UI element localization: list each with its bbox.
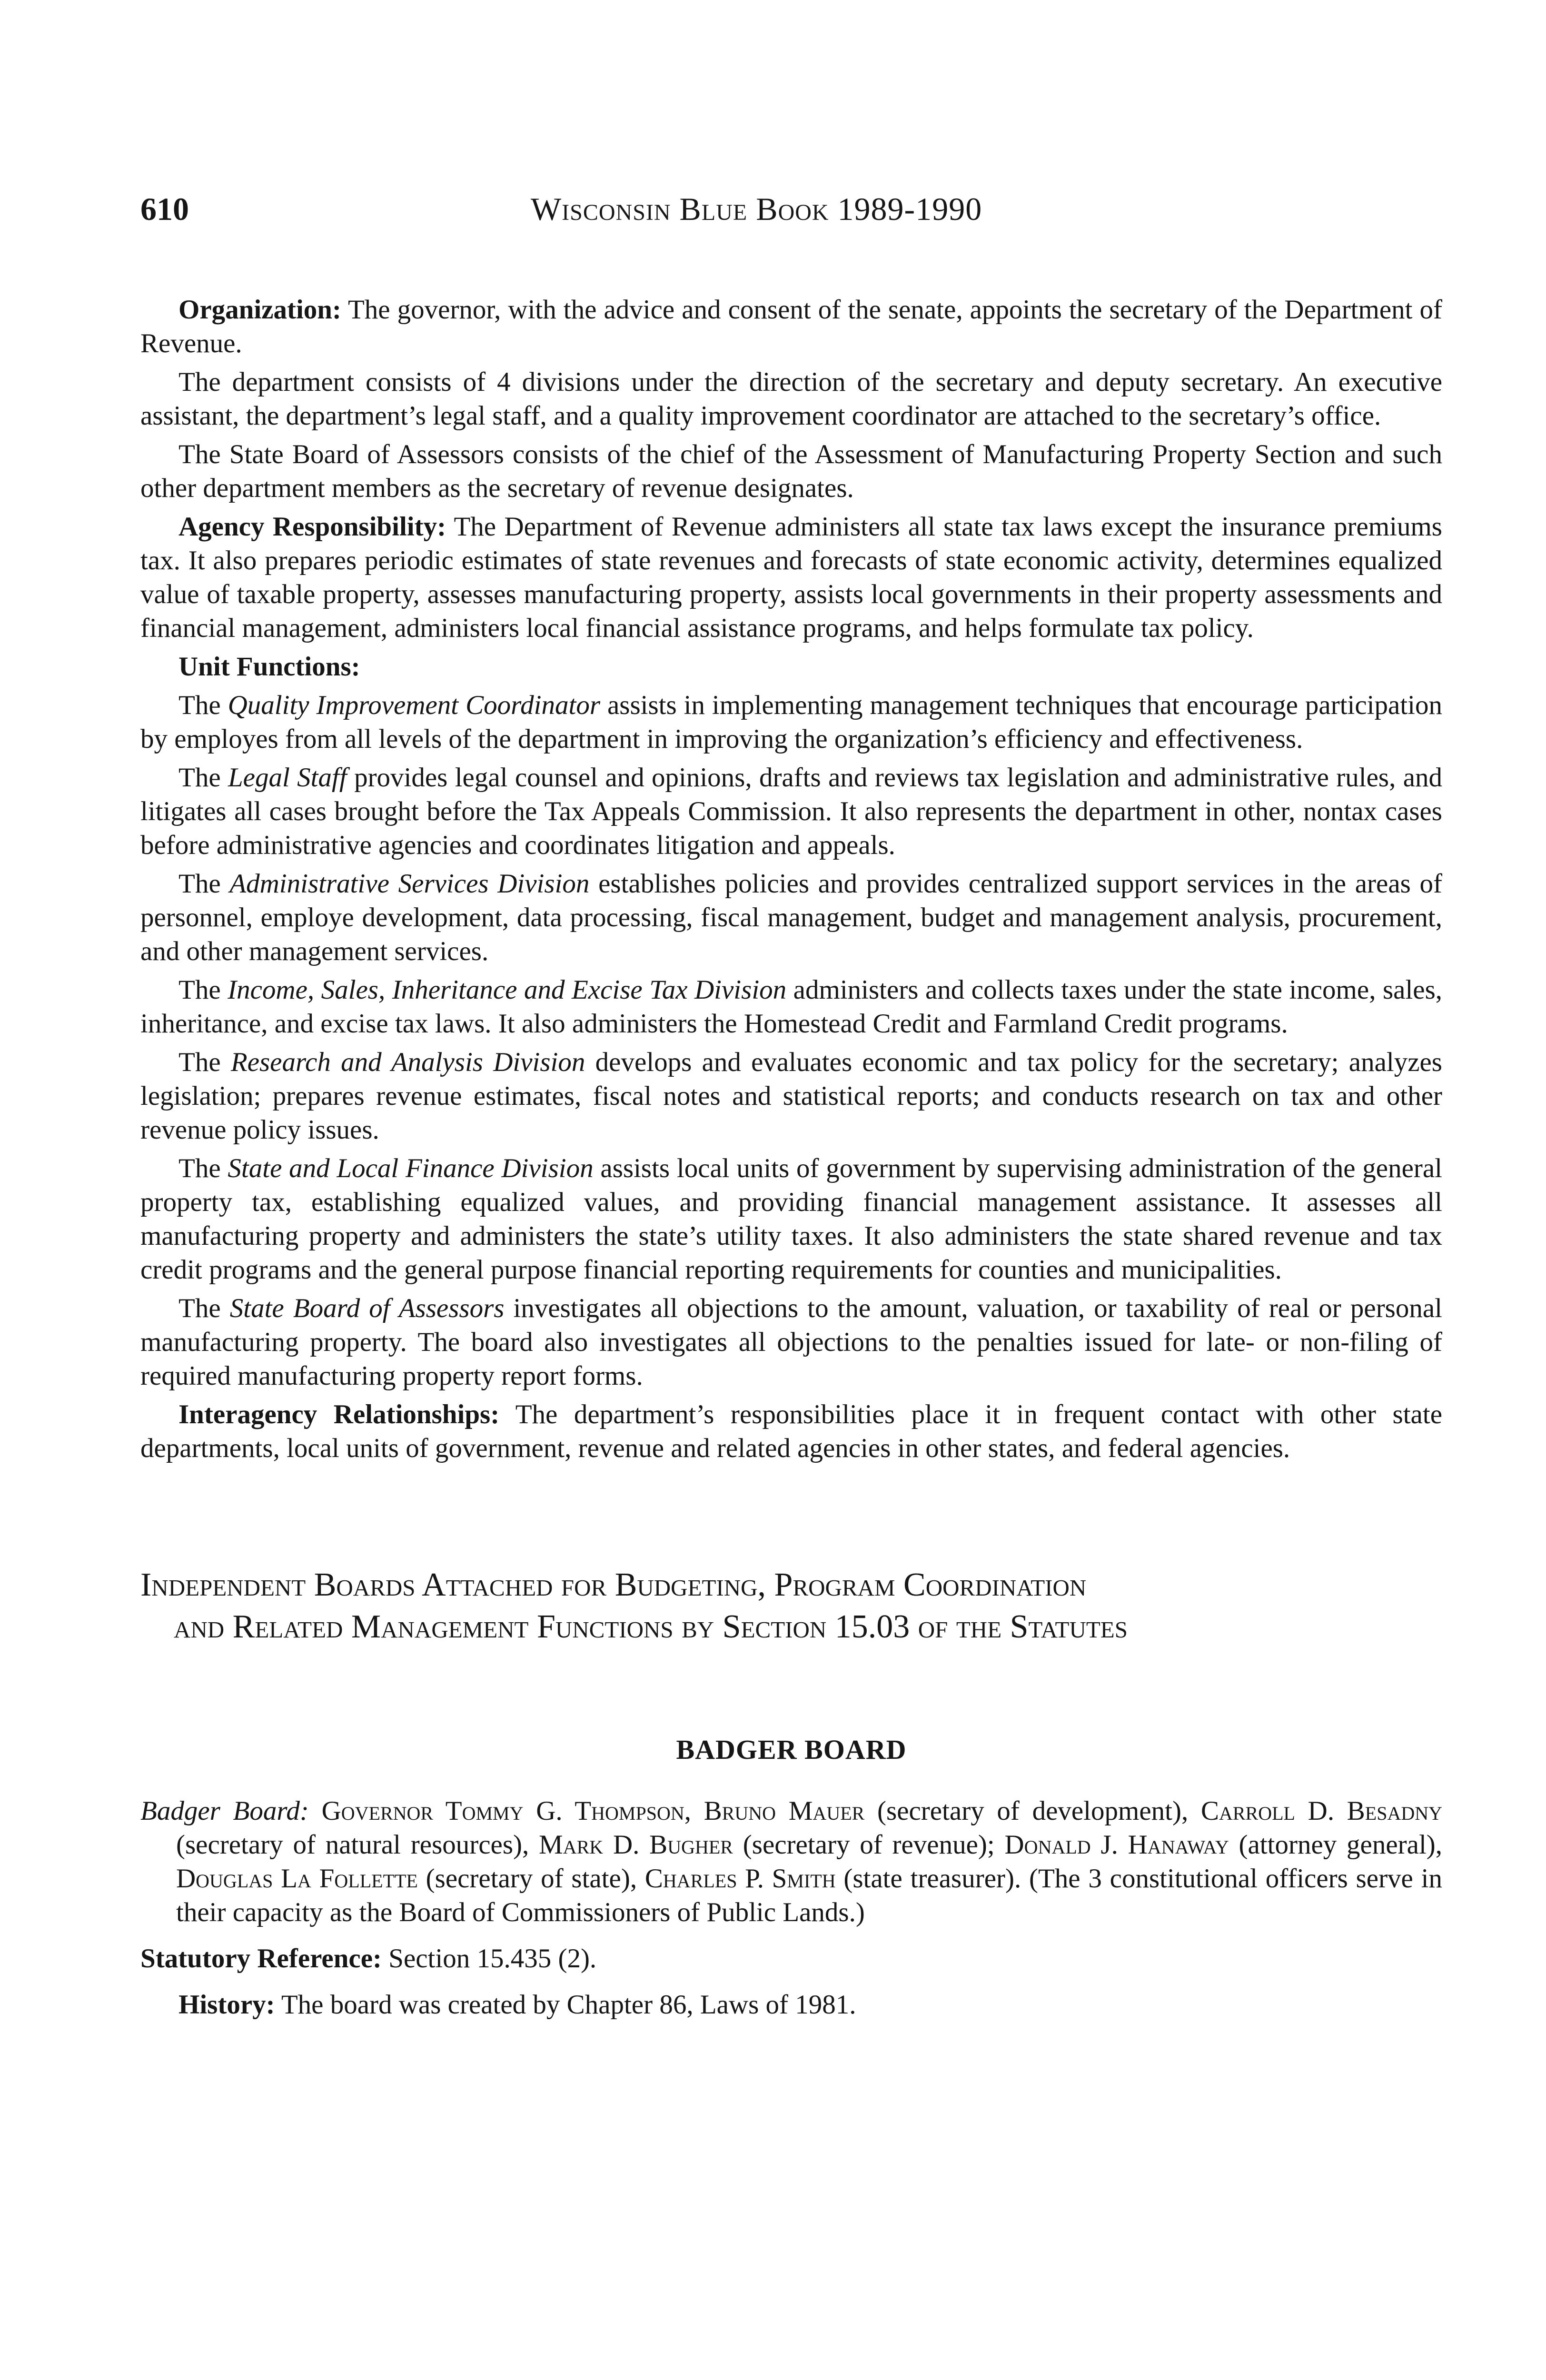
income-tax-division-text: administers and collects taxes under the state income, sales, inheritance, and excise tax laws. It also administers the Homestead Credit and Farmland Credit programs. xyxy=(140,975,1443,1039)
statutory-reference-label: Statutory Reference: xyxy=(140,1944,382,1973)
income-tax-division-paragraph xyxy=(140,973,1442,1041)
legal-staff-text: provides legal counsel and opinions, drafts and reviews tax legislation and administrative rules, and litigates all cases brought before the Tax Appeals Commission. It also represents the department in other, nontax cases before administrative agencies and coordinates litigation and appeals. xyxy=(140,763,1442,860)
member-hanaway-role: (attorney general), xyxy=(1229,1830,1443,1860)
board-of-assessors-text: investigates all objections to the amount, valuation, or taxability of real or personal manufacturing property. The board also investigates all objections to the penalties issued for late- or non-filing of required manufacturing property report forms. xyxy=(140,1293,1442,1391)
member-bugher: Mark D. Bugher xyxy=(539,1830,733,1860)
unit-functions-label: Unit Functions: xyxy=(178,652,360,682)
member-hanaway: Donald J. Hanaway xyxy=(1004,1830,1229,1860)
legal-staff-paragraph xyxy=(140,761,1442,862)
member-la-follette-role: (secretary of state), xyxy=(417,1864,645,1894)
history xyxy=(140,1988,1442,2022)
badger-board-members xyxy=(140,1794,1442,1929)
organization-paragraph xyxy=(140,293,1442,360)
board-of-assessors-paragraph xyxy=(140,1291,1442,1393)
member-besadny-role: (secretary of natural resources), xyxy=(176,1830,539,1860)
agency-responsibility-label: Agency Responsibility: xyxy=(178,512,446,542)
statutory-reference xyxy=(140,1942,1442,1975)
history-label: History: xyxy=(178,1990,275,2020)
administrative-services-pre: The xyxy=(178,869,230,899)
department-of-revenue-text xyxy=(140,293,1442,1465)
member-separator: , xyxy=(684,1796,704,1826)
quality-coordinator-paragraph xyxy=(140,688,1442,756)
statutory-reference-text: Section 15.435 (2). xyxy=(382,1944,597,1973)
administrative-services-text: establishes policies and provides centralized support services in the areas of personnel, employe development, data processing, fiscal management, budget and management analysis, procurement, and other management services. xyxy=(140,869,1442,966)
quality-coordinator-pre: The xyxy=(178,690,228,720)
local-finance-division-name: State and Local Finance Division xyxy=(228,1153,594,1183)
research-division-name: Research and Analysis Division xyxy=(230,1047,585,1077)
member-la-follette: Douglas La Follette xyxy=(176,1864,418,1894)
member-mauer-role: (secretary of development), xyxy=(864,1796,1201,1826)
running-head xyxy=(140,190,1442,248)
income-tax-division-name: Income, Sales, Inheritance and Excise Tax Division xyxy=(228,975,787,1005)
member-mauer: Bruno Mauer xyxy=(704,1796,865,1826)
badger-board-label: Badger Board: xyxy=(140,1796,309,1826)
administrative-services-paragraph xyxy=(140,867,1442,968)
section-heading-line-2: and Related Management Functions by Section 15.03 of the Statutes xyxy=(174,1608,1128,1645)
administrative-services-name: Administrative Services Division xyxy=(229,869,590,899)
member-smith-role: (state treasurer). (The 3 constitutional officers serve in their capacity as the Board of Commissioners of Public Lands.) xyxy=(176,1864,1442,1927)
book-title: Wisconsin Blue Book 1989-1990 xyxy=(531,191,982,227)
member-governor: Governor Tommy G. Thompson xyxy=(321,1796,684,1826)
organization-text: The governor, with the advice and consent of the senate, appoints the secretary of the Department of Revenue. xyxy=(140,295,1442,358)
local-finance-division-pre: The xyxy=(178,1153,228,1183)
agency-responsibility-text: The Department of Revenue administers all state tax laws except the insurance premiums tax. It also prepares periodic estimates of state revenues and forecasts of state economic activity, determines equalized value of taxable property, assesses manufacturing property, assists local governments in their property assessments and financial management, administers local financial assistance programs, and helps formulate tax policy. xyxy=(140,512,1442,643)
member-smith: Charles P. Smith xyxy=(644,1864,836,1894)
interagency-text: The department’s responsibilities place it in frequent contact with other state departments, local units of government, revenue and related agencies in other states, and federal agencies. xyxy=(140,1399,1442,1463)
legal-staff-pre: The xyxy=(178,763,228,793)
section-heading-line-1: Independent Boards Attached for Budgeting, Program Coordination xyxy=(140,1567,1087,1603)
research-division-paragraph xyxy=(140,1045,1442,1147)
interagency-label: Interagency Relationships: xyxy=(178,1399,500,1429)
member-besadny: Carroll D. Besadny xyxy=(1200,1796,1443,1826)
section-heading xyxy=(140,1564,1442,1648)
divisions-paragraph: The department consists of 4 divisions under the direction of the secretary and deputy secretary. An executive assistant, the department’s legal staff, and a quality improvement coordinator are attached to the secretary’s office. xyxy=(140,367,1442,431)
assessors-paragraph: The State Board of Assessors consists of the chief of the Assessment of Manufacturing Property Section and such other department members as the secretary of revenue designates. xyxy=(140,439,1442,503)
quality-coordinator-text: assists in implementing management techniques that encourage participation by employes from all levels of the department in improving the organization’s efficiency and effectiveness. xyxy=(140,690,1442,754)
history-text: The board was created by Chapter 86, Laws of 1981. xyxy=(275,1990,856,2020)
agency-responsibility-paragraph xyxy=(140,510,1442,645)
page-number: 610 xyxy=(140,191,189,227)
member-bugher-role: (secretary of revenue); xyxy=(733,1830,1005,1860)
board-of-assessors-pre: The xyxy=(178,1293,230,1323)
local-finance-division-paragraph xyxy=(140,1151,1442,1287)
board-of-assessors-name: State Board of Assessors xyxy=(229,1293,505,1323)
quality-coordinator-name: Quality Improvement Coordinator xyxy=(228,690,601,720)
interagency-paragraph xyxy=(140,1398,1442,1465)
legal-staff-name: Legal Staff xyxy=(228,763,347,793)
unit-functions-heading xyxy=(140,650,1442,684)
research-division-text: develops and evaluates economic and tax policy for the secretary; analyzes legislation; prepares revenue estimates, fiscal notes and statistical reports; and conducts research on tax and other revenue policy issues. xyxy=(140,1047,1442,1145)
research-division-pre: The xyxy=(178,1047,231,1077)
local-finance-division-text: assists local units of government by supervising administration of the general property tax, establishing equalized values, and providing financial management assistance. It assesses all manufacturing property and administers the state’s utility taxes. It also administers the state shared revenue and tax credit programs and the general purpose financial reporting requirements for counties and municipalities. xyxy=(140,1153,1443,1285)
badger-board-heading: BADGER BOARD xyxy=(676,1734,907,1765)
organization-label: Organization: xyxy=(178,295,341,325)
income-tax-division-pre: The xyxy=(178,975,228,1005)
page xyxy=(140,190,1442,2022)
